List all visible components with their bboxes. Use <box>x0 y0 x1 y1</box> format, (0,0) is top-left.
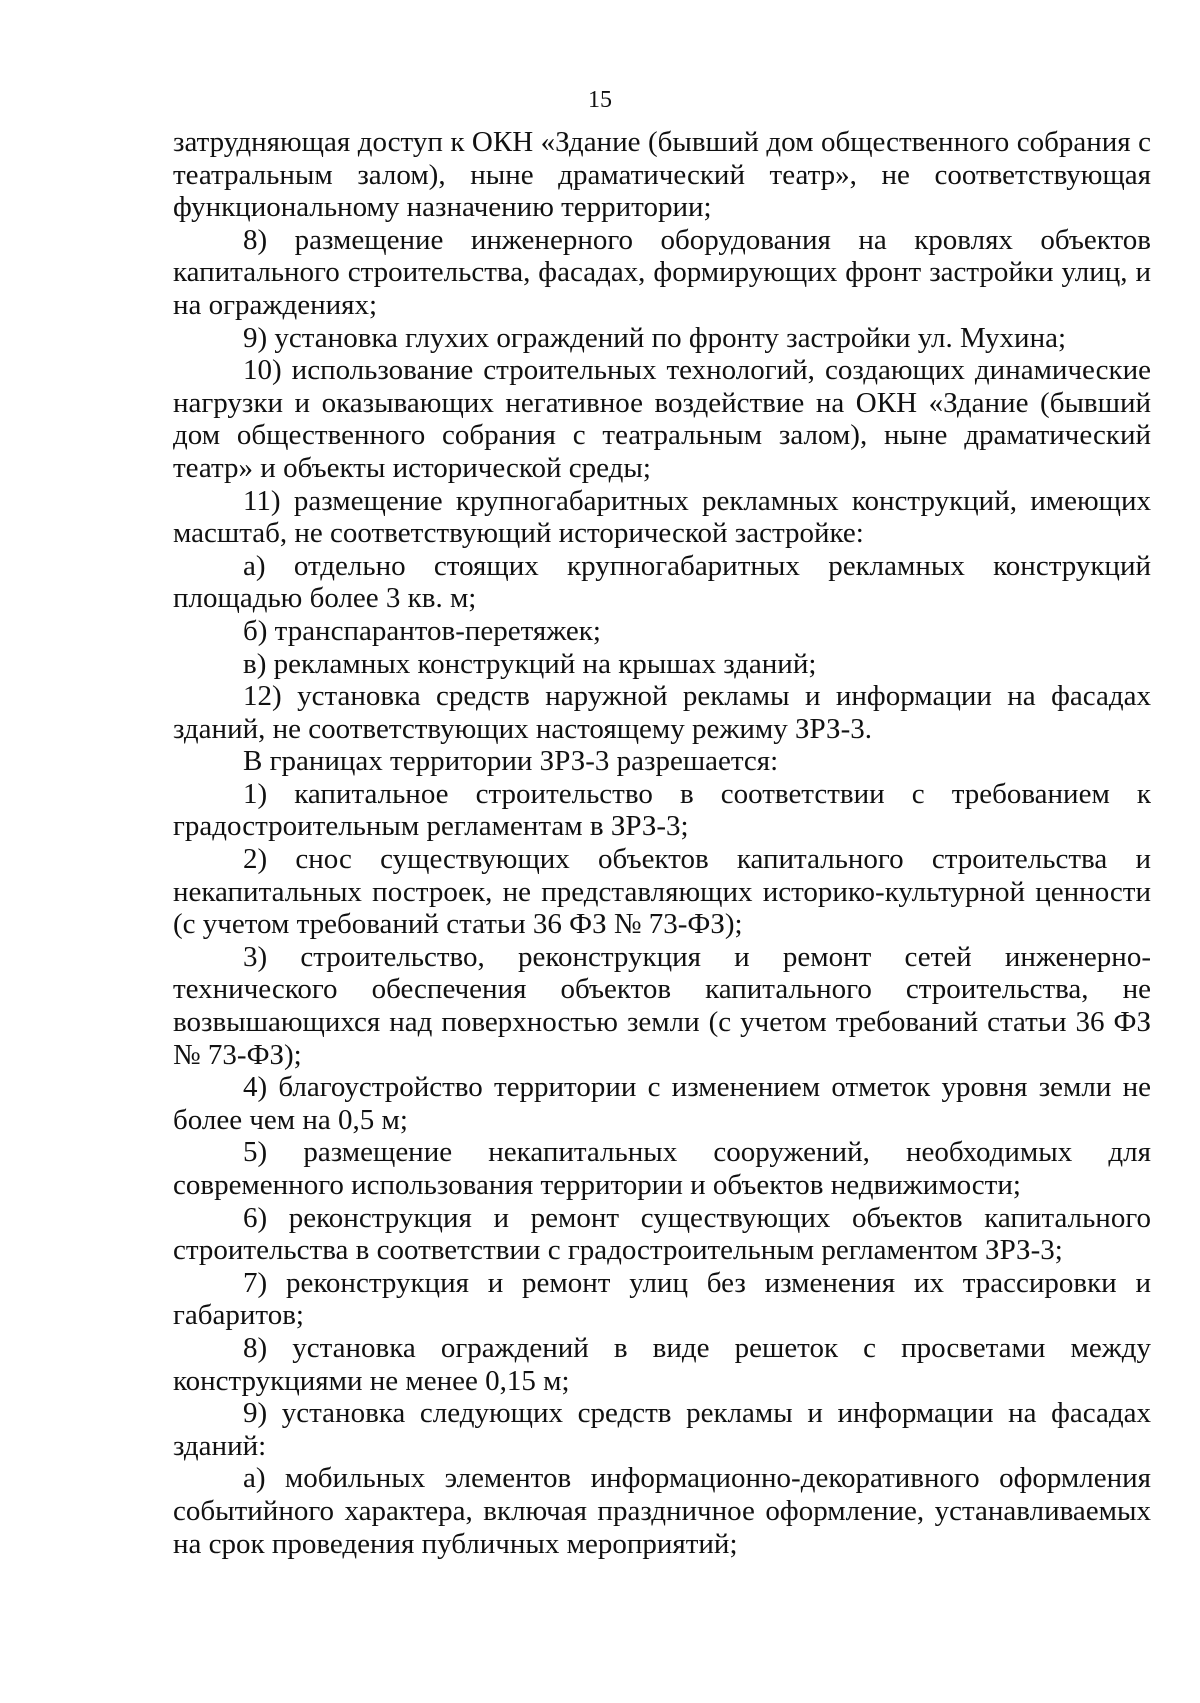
document-body <box>173 126 1151 1560</box>
paragraph: 6) реконструкция и ремонт существующих объектов капитального строительства в соответствии с градостроительным регламентом ЗРЗ-3; <box>173 1201 1151 1267</box>
paragraph: а) мобильных элементов информационно-декоративного оформления событийного характера, включая праздничное оформление, устанавливаемых на срок проведения публичных мероприятий; <box>173 1462 1151 1560</box>
paragraph: б) транспарантов-перетяжек; <box>243 614 601 647</box>
paragraph: 7) реконструкция и ремонт улиц без изменения их трассировки и габаритов; <box>173 1266 1151 1332</box>
paragraph: 2) снос существующих объектов капитального строительства и некапитальных построек, не представляющих историко-культурной ценности (с учетом требований статьи 36 ФЗ № 73-ФЗ); <box>173 843 1151 941</box>
paragraph: В границах территории ЗРЗ-3 разрешается: <box>243 745 779 778</box>
paragraph: 4) благоустройство территории с изменением отметок уровня земли не более чем на 0,5 м; <box>173 1071 1151 1136</box>
paragraph: 10) использование строительных технологий, создающих динамические нагрузки и оказывающих негативное воздействие на ОКН «Здание (бывший дом общественного собрания с театральным залом), ныне драматический театр» и объекты исторической среды; <box>173 354 1151 484</box>
paragraph: 3) строительство, реконструкция и ремонт сетей инженерно-технического обеспечения объектов капитального строительства, не возвышающихся над поверхностью земли (с учетом требований статьи 36 ФЗ № 73-ФЗ); <box>173 940 1151 1071</box>
paragraph: 5) размещение некапитальных сооружений, необходимых для современного использования территории и объектов недвижимости; <box>173 1136 1151 1201</box>
paragraph: 8) установка ограждений в виде решеток с просветами между конструкциями не менее 0,15 м; <box>173 1331 1151 1397</box>
paragraph: в) рекламных конструкций на крышах зданий; <box>243 647 817 680</box>
paragraph: 9) установка следующих средств рекламы и информации на фасадах зданий: <box>173 1397 1151 1462</box>
paragraph: а) отдельно стоящих крупногабаритных рекламных конструкций площадью более 3 кв. м; <box>173 549 1151 615</box>
paragraph: 9) установка глухих ограждений по фронту застройки ул. Мухина; <box>243 321 1067 354</box>
paragraph: 8) размещение инженерного оборудования на кровлях объектов капитального строительства, фасадах, формирующих фронт застройки улиц, и на ограждениях; <box>173 223 1151 321</box>
page-number: 15 <box>588 87 612 113</box>
paragraph: 11) размещение крупногабаритных рекламных конструкций, имеющих масштаб, не соответствующий исторической застройке: <box>173 484 1151 550</box>
paragraph: 1) капитальное строительство в соответствии с требованием к градостроительным регламентам в ЗРЗ-3; <box>173 777 1151 843</box>
paragraph: затрудняющая доступ к ОКН «Здание (бывший дом общественного собрания с театральным залом), ныне драматический театр», не соответствующая функциональному назначению территории; <box>173 126 1151 224</box>
paragraph: 12) установка средств наружной рекламы и информации на фасадах зданий, не соответствующих настоящему режиму ЗРЗ-3. <box>173 680 1151 745</box>
